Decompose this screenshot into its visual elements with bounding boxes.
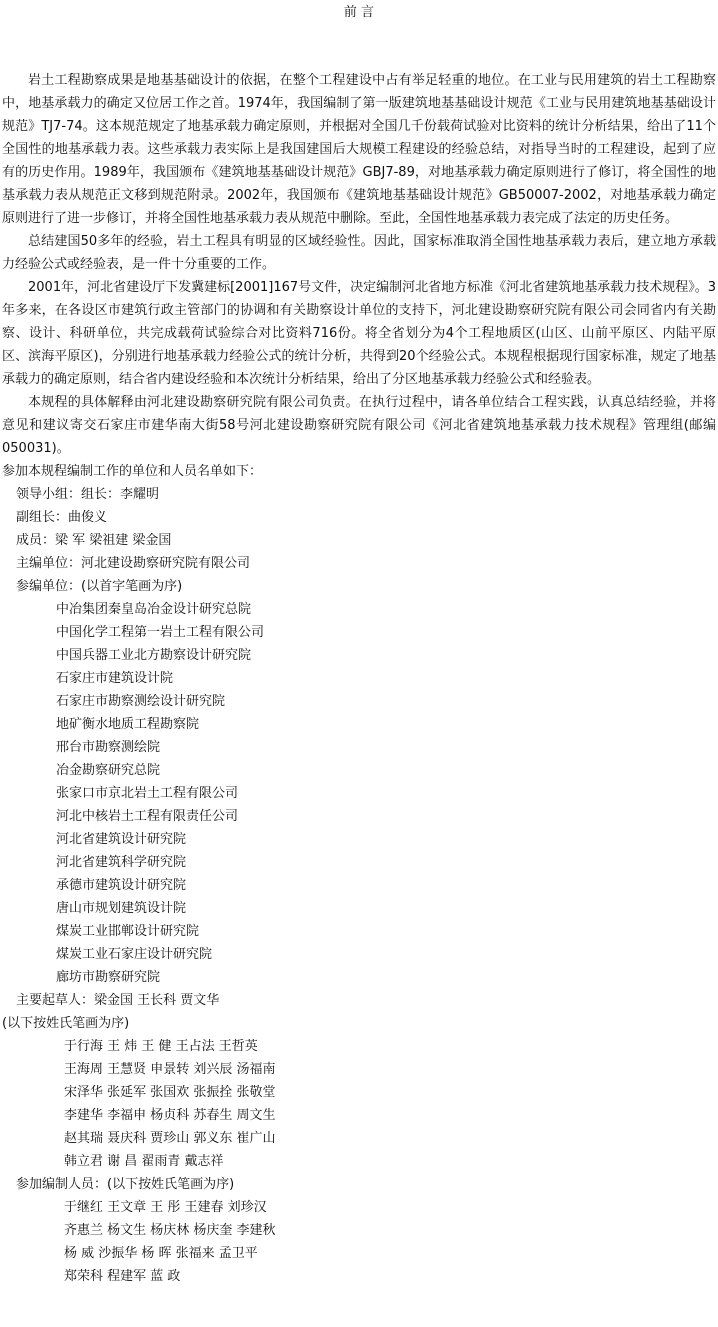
- list-item: 煤炭工业石家庄设计研究院: [56, 947, 213, 962]
- list-item: 张家口市京北岩土工程有限公司: [56, 786, 239, 801]
- list-item: 中冶集团秦皇岛冶金设计研究总院: [56, 602, 252, 617]
- list-item: 冶金勘察研究总院: [56, 763, 161, 778]
- paragraph-1: 岩土工程勘察成果是地基基础设计的依据，在整个工程建设中占有举足轻重的地位。在工业与民用建筑的岩土工程勘察中，地基承载力的确定又位居工作之首。1974年，我国编制了第一版建筑地基基础设计规范《工业与民用建筑地基基础设计规范》TJ7-74。这本规范规定了地基承载力确定原则，并根据对全国几千份载荷试验对比资料的统计分析结果，给出了11个全国性的地基承载力表。这些承载力表实际上是我国建国后大规模工程建设的经验总结，对指导当时的工程建设，起到了应有的历史作用。1989年，我国颁布《建筑地基基础设计规范》GBJ7-89，对地基承载力确定原则进行了修订，将全国性的地基承载力表从规范正文移到规范附录。2002年，我国颁布《建筑地基基础设计规范》GB50007-2002，对地基承载力确定原则进行了进一步修订，并将全国性地基承载力表从规范中删除。至此，全国性地基承载力表完成了法定的历史任务。: [2, 73, 716, 226]
- participating-units-list: [2, 598, 716, 989]
- document-body: [2, 69, 716, 1288]
- page-title: 前 言: [343, 5, 375, 20]
- list-item: 李建华 李福申 杨贞科 苏春生 周文生: [64, 1108, 276, 1123]
- list-item: 河北省建筑设计研究院: [56, 832, 187, 847]
- stroke-order-note: (以下按姓氏笔画为序): [2, 1016, 130, 1031]
- list-item: 地矿衡水地质工程勘察院: [56, 717, 200, 732]
- participating-label: 参编单位：(以首字笔画为序): [16, 579, 183, 594]
- list-item: 煤炭工业邯郸设计研究院: [56, 924, 200, 939]
- staff-list: [2, 1196, 716, 1288]
- paragraph-2: 总结建国50多年的经验，岩土工程具有明显的区域经验性。因此，国家标准取消全国性地基承载力表后，建立地方承载力经验公式或经验表，是一件十分重要的工作。: [2, 234, 716, 272]
- list-item: 石家庄市勘察测绘设计研究院: [56, 694, 226, 709]
- list-item: 中国化学工程第一岩土工程有限公司: [56, 625, 265, 640]
- list-item: 承德市建筑设计研究院: [56, 878, 187, 893]
- list-item: 河北省建筑科学研究院: [56, 855, 187, 870]
- staff-label: 参加编制人员：(以下按姓氏笔画为序): [16, 1177, 235, 1192]
- list-item: 于行海 王 炜 王 健 王占法 王哲英: [64, 1039, 258, 1054]
- members-line: 成员：梁 军 梁祖建 梁金国: [16, 533, 172, 548]
- list-item: 石家庄市建筑设计院: [56, 671, 174, 686]
- list-item: 邢台市勘察测绘院: [56, 740, 161, 755]
- list-item: 唐山市规划建筑设计院: [56, 901, 187, 916]
- list-item: 于继红 王文章 王 彤 王建春 刘珍汉: [64, 1200, 267, 1215]
- list-item: 郑荣科 程建军 蓝 政: [64, 1269, 181, 1284]
- list-item: 齐惠兰 杨文生 杨庆林 杨庆奎 李建秋: [64, 1223, 276, 1238]
- paragraph-4: 本规程的具体解释由河北建设勘察研究院有限公司负责。在执行过程中，请各单位结合工程实践，认真总结经验，并将意见和建议寄交石家庄市建华南大街58号河北建设勘察研究院有限公司《河北省建筑地基承载力技术规程》管理组(邮编050031)。: [2, 395, 716, 456]
- deputy-line: 副组长：曲俊义: [16, 510, 108, 525]
- main-drafters-line: 主要起草人：梁金国 王长科 贾文华: [16, 993, 220, 1008]
- list-item: 宋泽华 张延军 张国欢 张振拴 张敬堂: [64, 1085, 276, 1100]
- list-item: 赵其瑞 聂庆科 贾珍山 郭义东 崔广山: [64, 1131, 276, 1146]
- intro-line: 参加本规程编制工作的单位和人员名单如下：: [2, 464, 263, 479]
- list-item: 河北中核岩土工程有限责任公司: [56, 809, 239, 824]
- list-item: 王海周 王慧贤 申景转 刘兴辰 汤福南: [64, 1062, 276, 1077]
- paragraph-3: 2001年，河北省建设厅下发冀建标[2001]167号文件，决定编制河北省地方标准《河北省建筑地基承载力技术规程》。3年多来，在各设区市建筑行政主管部门的协调和有关勘察设计单位的支持下，河北建设勘察研究院有限公司会同省内有关勘察、设计、科研单位，共完成载荷试验综合对比资料716份。将全省划分为4个工程地质区(山区、山前平原区、内陆平原区、滨海平原区)，分别进行地基承载力经验公式的统计分析，共得到20个经验公式。本规程根据现行国家标准，规定了地基承载力的确定原则，结合省内建设经验和本次统计分析结果，给出了分区地基承载力经验公式和经验表。: [2, 280, 716, 387]
- list-item: 廊坊市勘察研究院: [56, 970, 161, 985]
- chief-unit-line: 主编单位：河北建设勘察研究院有限公司: [16, 556, 251, 571]
- list-item: 中国兵器工业北方勘察设计研究院: [56, 648, 252, 663]
- list-item: 杨 威 沙振华 杨 晖 张福来 孟卫平: [64, 1246, 258, 1261]
- leader-line: 领导小组：组长：李耀明: [16, 487, 160, 502]
- list-item: 韩立君 谢 昌 翟雨青 戴志祥: [64, 1154, 224, 1169]
- drafters-list: [2, 1035, 716, 1173]
